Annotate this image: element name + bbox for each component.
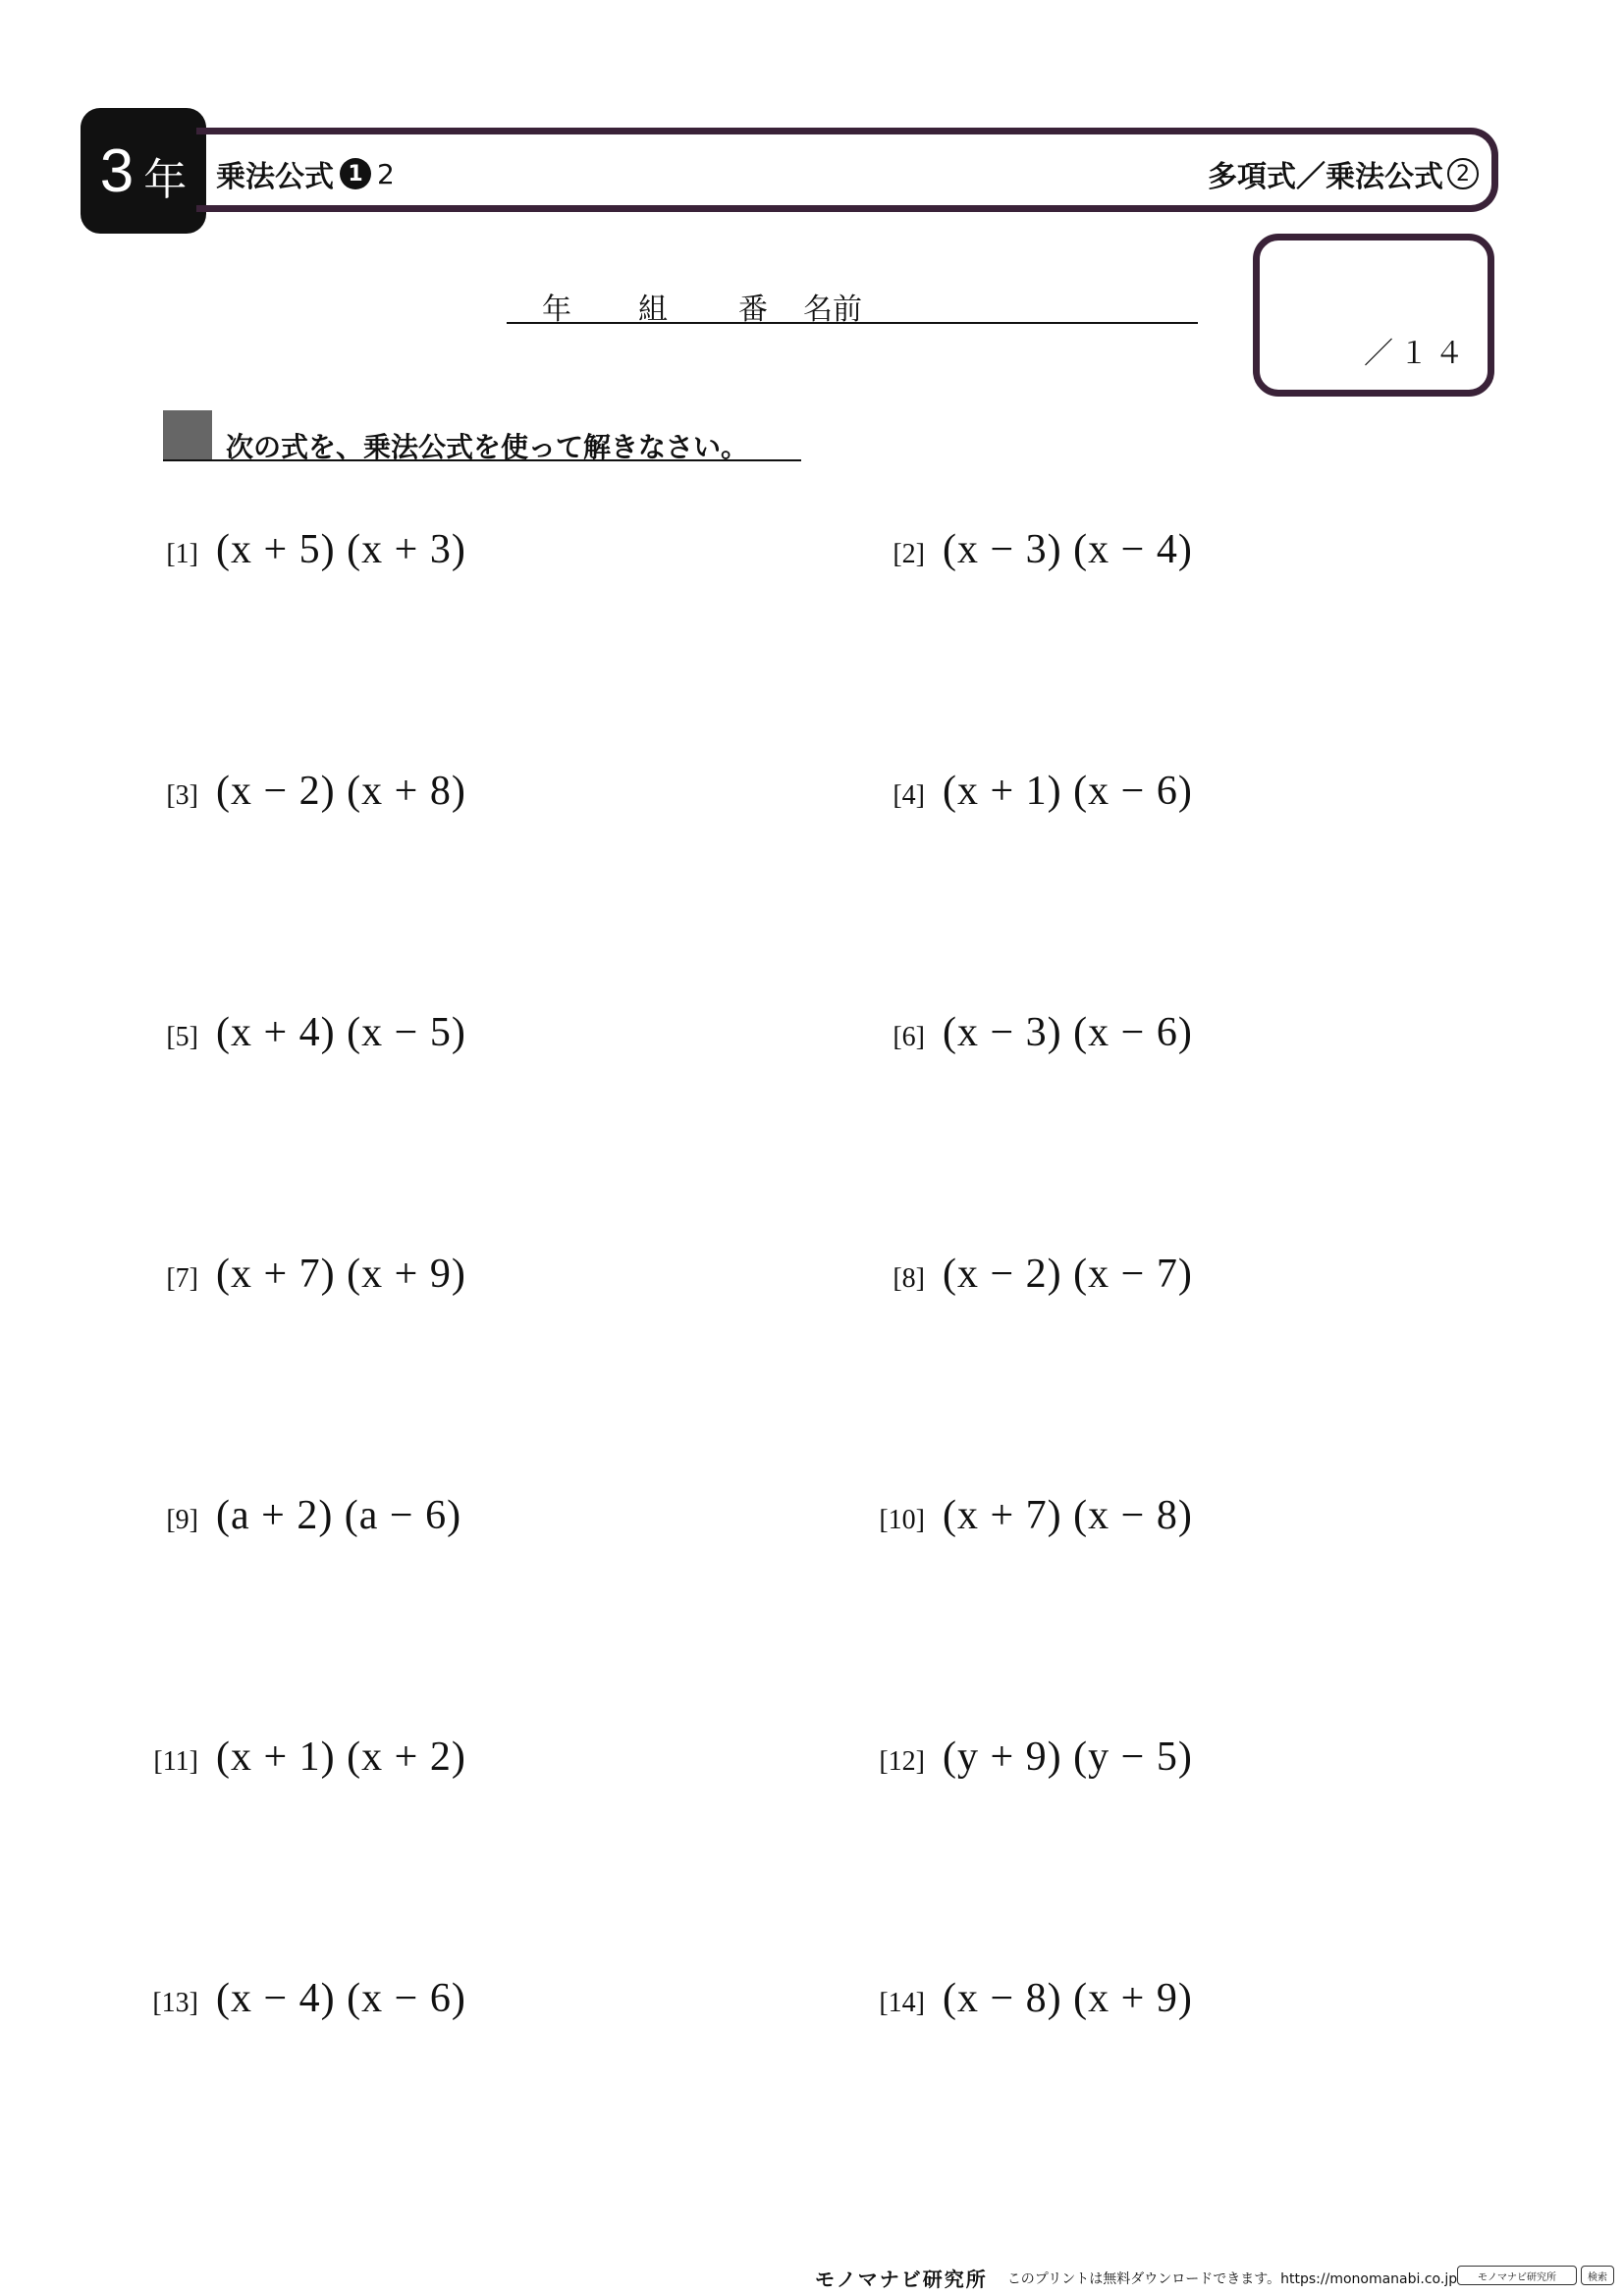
worksheet-category [1208,152,1479,195]
footer-search-button[interactable]: 検索 [1581,2266,1614,2285]
score-total: ／１４ [1364,337,1470,371]
problem-8 [854,1251,1193,1298]
title-text: 乗法公式 [216,160,334,194]
problem-number: [6] [893,1022,925,1052]
problem-expression: (x + 7) (x − 8) [943,1493,1193,1538]
footer-text: このプリントは無料ダウンロードできます。https://monomanabi.co.jp [1006,2270,1458,2287]
problem-expression: (x + 5) (x + 3) [216,527,466,572]
year-label: 年 [542,293,571,327]
class-label: 組 [638,293,668,327]
problem-number: [12] [879,1746,925,1777]
title-plain-number: 2 [377,157,395,190]
problem-expression: (y + 9) (y − 5) [943,1735,1193,1780]
problem-14 [854,1975,1193,2022]
problem-10 [854,1492,1193,1539]
title-filled-number: 1 [340,158,371,189]
problem-7 [128,1251,466,1298]
problem-5 [128,1009,466,1056]
problem-9 [128,1492,461,1539]
category-text: 多項式／乗法公式 [1208,160,1443,194]
problem-2 [854,526,1193,573]
category-number: 2 [1447,158,1479,189]
grade-unit: 年 [143,155,188,205]
problem-expression: (x + 7) (x + 9) [216,1252,466,1297]
problem-expression: (x + 1) (x + 2) [216,1735,466,1780]
problem-expression: (x − 4) (x − 6) [216,1976,466,2021]
problem-4 [854,768,1193,815]
name-line[interactable] [507,285,1198,327]
footer-logo-text: モノマナビ研究所 [815,2268,988,2291]
problem-number: [13] [152,1988,198,2018]
grade-badge [81,108,206,234]
problem-number: [10] [879,1505,925,1535]
problem-11 [128,1734,466,1781]
problem-expression: (x − 2) (x + 8) [216,769,466,814]
problem-1 [128,526,466,573]
problem-number: [2] [893,539,925,569]
problem-expression: (x + 4) (x − 5) [216,1010,466,1055]
problem-number: [7] [166,1263,198,1294]
problem-expression: (x − 2) (x − 7) [943,1252,1193,1297]
problem-number: [11] [153,1746,198,1777]
problem-3 [128,768,466,815]
problem-number: [1] [166,539,198,569]
footer-logo [815,2264,988,2292]
problem-expression: (x − 8) (x + 9) [943,1976,1193,2021]
problem-expression: (x − 3) (x − 4) [943,527,1193,572]
name-label: 名前 [803,293,862,327]
worksheet-title [216,152,395,195]
score-box[interactable] [1253,234,1494,397]
instruction: 次の式を、乗法公式を使って解きなさい。 [163,426,801,461]
footer-search-field[interactable]: モノマナビ研究所 [1457,2266,1577,2285]
problem-number: [8] [893,1263,925,1294]
problem-number: [9] [166,1505,198,1535]
problem-12 [854,1734,1193,1781]
footer [815,2264,1457,2292]
problem-number: [4] [893,780,925,811]
grade-number: 3 [99,136,135,205]
problem-number: [14] [879,1988,925,2018]
problem-6 [854,1009,1193,1056]
problem-expression: (x − 3) (x − 6) [943,1010,1193,1055]
number-label: 番 [738,293,768,327]
problem-expression: (x + 1) (x − 6) [943,769,1193,814]
problem-expression: (a + 2) (a − 6) [216,1493,462,1538]
problem-number: [3] [166,780,198,811]
problem-13 [128,1975,466,2022]
problem-number: [5] [166,1022,198,1052]
